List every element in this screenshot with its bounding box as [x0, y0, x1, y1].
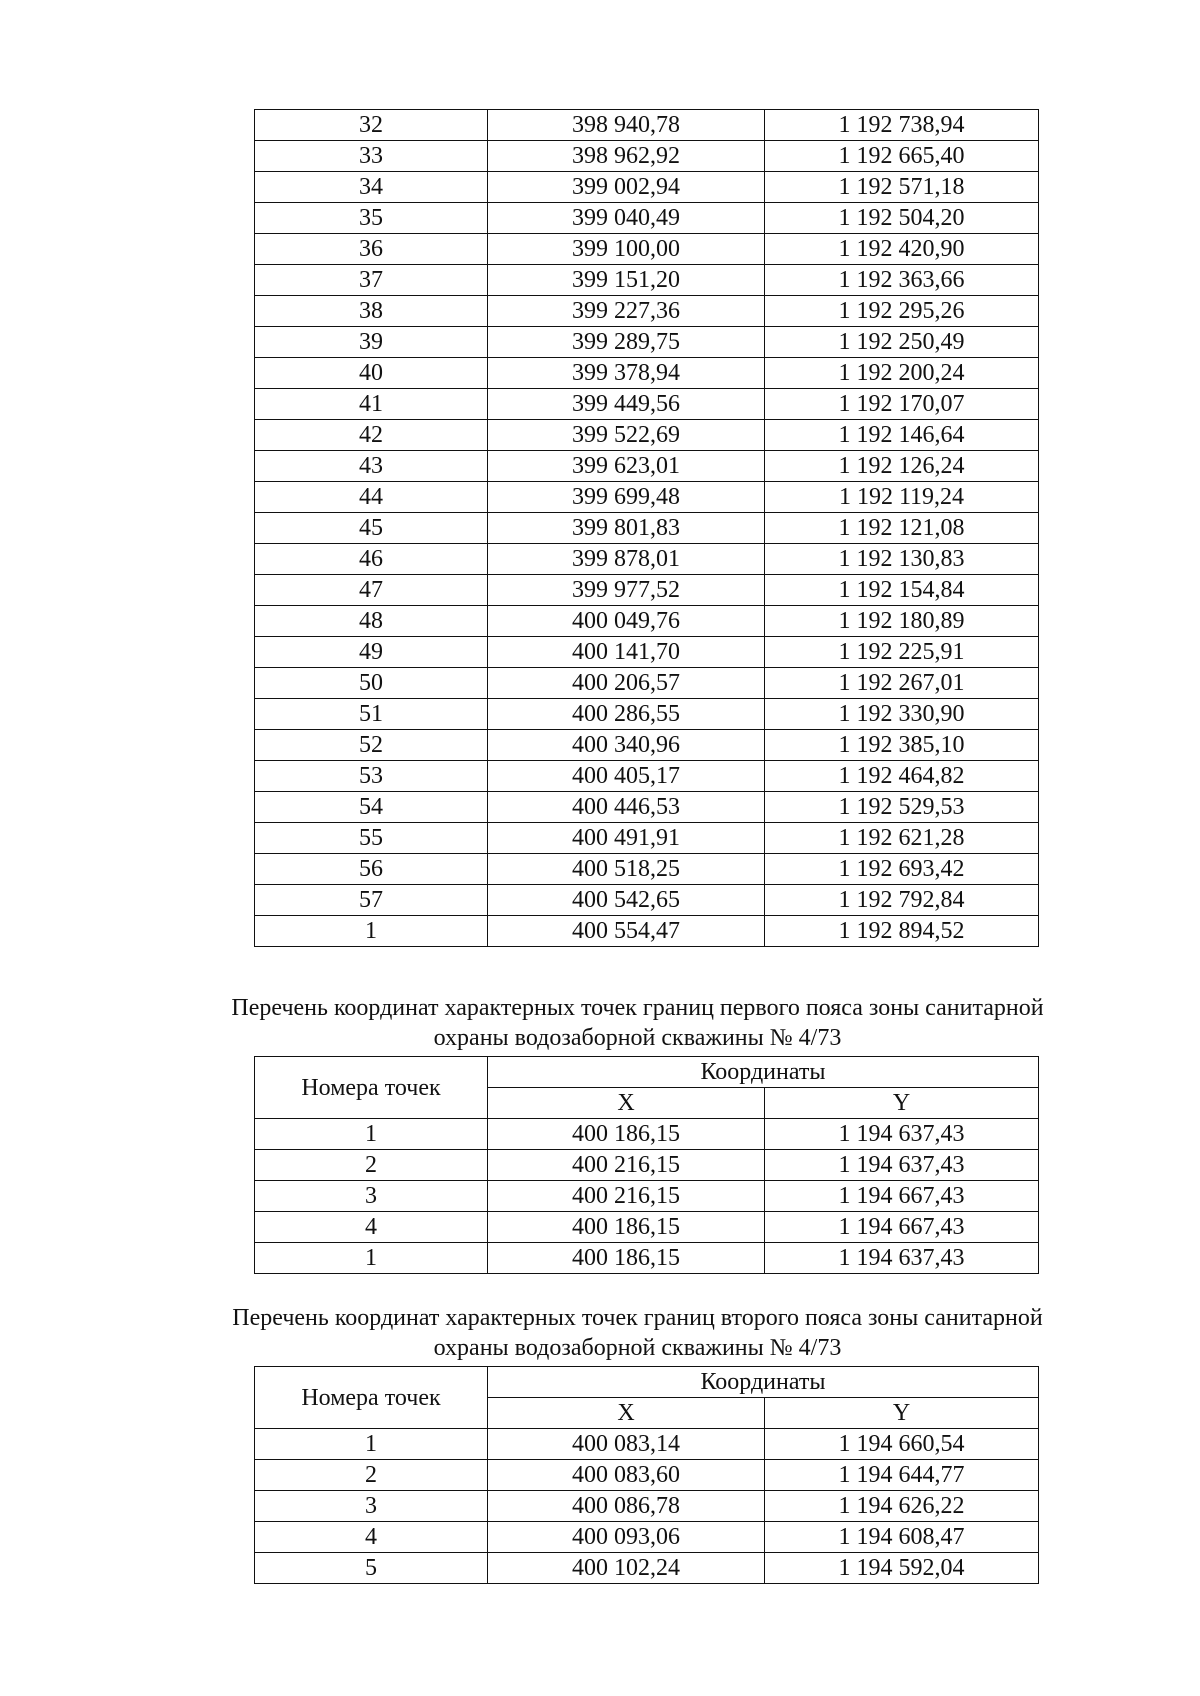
point-number-cell: 1	[255, 916, 488, 947]
y-coordinate-cell: 1 192 504,20	[765, 203, 1039, 234]
header-point-numbers: Номера точек	[255, 1367, 488, 1429]
table-row	[255, 482, 1039, 513]
x-coordinate-cell: 400 216,15	[488, 1150, 765, 1181]
point-number-cell: 47	[255, 575, 488, 606]
table-row	[255, 203, 1039, 234]
y-coordinate-cell: 1 192 170,07	[765, 389, 1039, 420]
point-number-cell: 48	[255, 606, 488, 637]
x-coordinate-cell: 399 449,56	[488, 389, 765, 420]
table-row	[255, 544, 1039, 575]
header-x: X	[488, 1398, 765, 1429]
y-coordinate-cell: 1 192 330,90	[765, 699, 1039, 730]
y-coordinate-cell: 1 192 126,24	[765, 451, 1039, 482]
table-row	[255, 792, 1039, 823]
y-coordinate-cell: 1 194 637,43	[765, 1150, 1039, 1181]
x-coordinate-cell: 399 801,83	[488, 513, 765, 544]
table-row	[255, 513, 1039, 544]
table-row	[255, 606, 1039, 637]
y-coordinate-cell: 1 192 363,66	[765, 265, 1039, 296]
x-coordinate-cell: 400 086,78	[488, 1491, 765, 1522]
second-zone-caption-line1: Перечень координат характерных точек границ второго пояса зоны санитарной	[232, 1305, 1043, 1331]
point-number-cell: 33	[255, 141, 488, 172]
x-coordinate-cell: 400 491,91	[488, 823, 765, 854]
point-number-cell: 32	[255, 110, 488, 141]
y-coordinate-cell: 1 194 608,47	[765, 1522, 1039, 1553]
x-coordinate-cell: 399 040,49	[488, 203, 765, 234]
x-coordinate-cell: 400 405,17	[488, 761, 765, 792]
table-row	[255, 699, 1039, 730]
x-coordinate-cell: 400 083,60	[488, 1460, 765, 1491]
x-coordinate-cell: 400 186,15	[488, 1119, 765, 1150]
x-coordinate-cell: 400 446,53	[488, 792, 765, 823]
point-number-cell: 5	[255, 1553, 488, 1584]
table-row	[255, 1491, 1039, 1522]
point-number-cell: 2	[255, 1460, 488, 1491]
point-number-cell: 45	[255, 513, 488, 544]
point-number-cell: 39	[255, 327, 488, 358]
x-coordinate-cell: 400 340,96	[488, 730, 765, 761]
point-number-cell: 38	[255, 296, 488, 327]
y-coordinate-cell: 1 192 250,49	[765, 327, 1039, 358]
y-coordinate-cell: 1 192 146,64	[765, 420, 1039, 451]
header-coordinates: Координаты	[488, 1367, 1039, 1398]
second-zone-coordinates-table	[254, 1366, 1039, 1584]
table-row	[255, 327, 1039, 358]
x-coordinate-cell: 399 878,01	[488, 544, 765, 575]
x-coordinate-cell: 400 206,57	[488, 668, 765, 699]
y-coordinate-cell: 1 192 529,53	[765, 792, 1039, 823]
table-row	[255, 265, 1039, 296]
y-coordinate-cell: 1 192 385,10	[765, 730, 1039, 761]
point-number-cell: 2	[255, 1150, 488, 1181]
point-number-cell: 3	[255, 1181, 488, 1212]
y-coordinate-cell: 1 192 738,94	[765, 110, 1039, 141]
point-number-cell: 3	[255, 1491, 488, 1522]
y-coordinate-cell: 1 192 130,83	[765, 544, 1039, 575]
table-row	[255, 823, 1039, 854]
point-number-cell: 4	[255, 1212, 488, 1243]
table-row	[255, 1460, 1039, 1491]
table-row	[255, 1119, 1039, 1150]
x-coordinate-cell: 400 141,70	[488, 637, 765, 668]
x-coordinate-cell: 400 542,65	[488, 885, 765, 916]
table-row	[255, 1150, 1039, 1181]
y-coordinate-cell: 1 192 792,84	[765, 885, 1039, 916]
y-coordinate-cell: 1 194 667,43	[765, 1181, 1039, 1212]
header-x: X	[488, 1088, 765, 1119]
table-row	[255, 668, 1039, 699]
table-row	[255, 637, 1039, 668]
point-number-cell: 36	[255, 234, 488, 265]
table-row	[255, 141, 1039, 172]
first-zone-caption	[185, 993, 1090, 1053]
table-row	[255, 1429, 1039, 1460]
table-row	[255, 420, 1039, 451]
x-coordinate-cell: 400 216,15	[488, 1181, 765, 1212]
second-zone-caption-line2: охраны водозаборной скважины № 4/73	[433, 1335, 842, 1361]
y-coordinate-cell: 1 194 626,22	[765, 1491, 1039, 1522]
y-coordinate-cell: 1 192 154,84	[765, 575, 1039, 606]
point-number-cell: 42	[255, 420, 488, 451]
y-coordinate-cell: 1 194 637,43	[765, 1243, 1039, 1274]
x-coordinate-cell: 399 002,94	[488, 172, 765, 203]
table-row	[255, 234, 1039, 265]
header-point-numbers: Номера точек	[255, 1057, 488, 1119]
table-row	[255, 885, 1039, 916]
y-coordinate-cell: 1 192 119,24	[765, 482, 1039, 513]
y-coordinate-cell: 1 192 121,08	[765, 513, 1039, 544]
header-y: Y	[765, 1088, 1039, 1119]
x-coordinate-cell: 399 227,36	[488, 296, 765, 327]
first-zone-caption-line2: охраны водозаборной скважины № 4/73	[433, 1025, 842, 1051]
point-number-cell: 41	[255, 389, 488, 420]
x-coordinate-cell: 400 186,15	[488, 1212, 765, 1243]
point-number-cell: 57	[255, 885, 488, 916]
table-row	[255, 854, 1039, 885]
x-coordinate-cell: 400 102,24	[488, 1553, 765, 1584]
point-number-cell: 53	[255, 761, 488, 792]
header-coordinates: Координаты	[488, 1057, 1039, 1088]
point-number-cell: 43	[255, 451, 488, 482]
point-number-cell: 49	[255, 637, 488, 668]
y-coordinate-cell: 1 192 693,42	[765, 854, 1039, 885]
x-coordinate-cell: 399 378,94	[488, 358, 765, 389]
x-coordinate-cell: 398 962,92	[488, 141, 765, 172]
x-coordinate-cell: 399 623,01	[488, 451, 765, 482]
coordinates-table-continued	[254, 109, 1039, 947]
coordinates-table-body	[255, 110, 1039, 947]
y-coordinate-cell: 1 192 571,18	[765, 172, 1039, 203]
first-zone-caption-line1: Перечень координат характерных точек границ первого пояса зоны санитарной	[231, 995, 1044, 1021]
x-coordinate-cell: 399 522,69	[488, 420, 765, 451]
x-coordinate-cell: 400 049,76	[488, 606, 765, 637]
y-coordinate-cell: 1 192 621,28	[765, 823, 1039, 854]
x-coordinate-cell: 398 940,78	[488, 110, 765, 141]
x-coordinate-cell: 399 100,00	[488, 234, 765, 265]
second-zone-caption	[185, 1303, 1090, 1363]
y-coordinate-cell: 1 192 267,01	[765, 668, 1039, 699]
x-coordinate-cell: 400 518,25	[488, 854, 765, 885]
point-number-cell: 4	[255, 1522, 488, 1553]
table-row	[255, 730, 1039, 761]
x-coordinate-cell: 399 977,52	[488, 575, 765, 606]
point-number-cell: 35	[255, 203, 488, 234]
table-row	[255, 1553, 1039, 1584]
table-row	[255, 1243, 1039, 1274]
y-coordinate-cell: 1 192 665,40	[765, 141, 1039, 172]
x-coordinate-cell: 399 151,20	[488, 265, 765, 296]
y-coordinate-cell: 1 192 225,91	[765, 637, 1039, 668]
table-header	[255, 1367, 1039, 1429]
table-row	[255, 575, 1039, 606]
x-coordinate-cell: 400 286,55	[488, 699, 765, 730]
point-number-cell: 52	[255, 730, 488, 761]
table-row	[255, 916, 1039, 947]
point-number-cell: 51	[255, 699, 488, 730]
y-coordinate-cell: 1 192 464,82	[765, 761, 1039, 792]
y-coordinate-cell: 1 192 894,52	[765, 916, 1039, 947]
point-number-cell: 37	[255, 265, 488, 296]
point-number-cell: 56	[255, 854, 488, 885]
x-coordinate-cell: 400 083,14	[488, 1429, 765, 1460]
y-coordinate-cell: 1 194 660,54	[765, 1429, 1039, 1460]
table-row	[255, 172, 1039, 203]
y-coordinate-cell: 1 192 180,89	[765, 606, 1039, 637]
table-row	[255, 451, 1039, 482]
x-coordinate-cell: 400 093,06	[488, 1522, 765, 1553]
table-row	[255, 110, 1039, 141]
y-coordinate-cell: 1 194 592,04	[765, 1553, 1039, 1584]
y-coordinate-cell: 1 192 295,26	[765, 296, 1039, 327]
table-row	[255, 1522, 1039, 1553]
table-row	[255, 358, 1039, 389]
table-row	[255, 389, 1039, 420]
header-y: Y	[765, 1398, 1039, 1429]
second-zone-table-body	[255, 1429, 1039, 1584]
table-row	[255, 1181, 1039, 1212]
x-coordinate-cell: 400 186,15	[488, 1243, 765, 1274]
point-number-cell: 40	[255, 358, 488, 389]
y-coordinate-cell: 1 192 200,24	[765, 358, 1039, 389]
y-coordinate-cell: 1 192 420,90	[765, 234, 1039, 265]
point-number-cell: 34	[255, 172, 488, 203]
y-coordinate-cell: 1 194 667,43	[765, 1212, 1039, 1243]
point-number-cell: 54	[255, 792, 488, 823]
table-row	[255, 1212, 1039, 1243]
x-coordinate-cell: 399 289,75	[488, 327, 765, 358]
point-number-cell: 1	[255, 1429, 488, 1460]
point-number-cell: 55	[255, 823, 488, 854]
x-coordinate-cell: 399 699,48	[488, 482, 765, 513]
x-coordinate-cell: 400 554,47	[488, 916, 765, 947]
table-row	[255, 296, 1039, 327]
table-header	[255, 1057, 1039, 1119]
point-number-cell: 44	[255, 482, 488, 513]
point-number-cell: 46	[255, 544, 488, 575]
first-zone-coordinates-table	[254, 1056, 1039, 1274]
table-row	[255, 761, 1039, 792]
point-number-cell: 1	[255, 1119, 488, 1150]
point-number-cell: 50	[255, 668, 488, 699]
point-number-cell: 1	[255, 1243, 488, 1274]
first-zone-table-body	[255, 1119, 1039, 1274]
y-coordinate-cell: 1 194 637,43	[765, 1119, 1039, 1150]
y-coordinate-cell: 1 194 644,77	[765, 1460, 1039, 1491]
